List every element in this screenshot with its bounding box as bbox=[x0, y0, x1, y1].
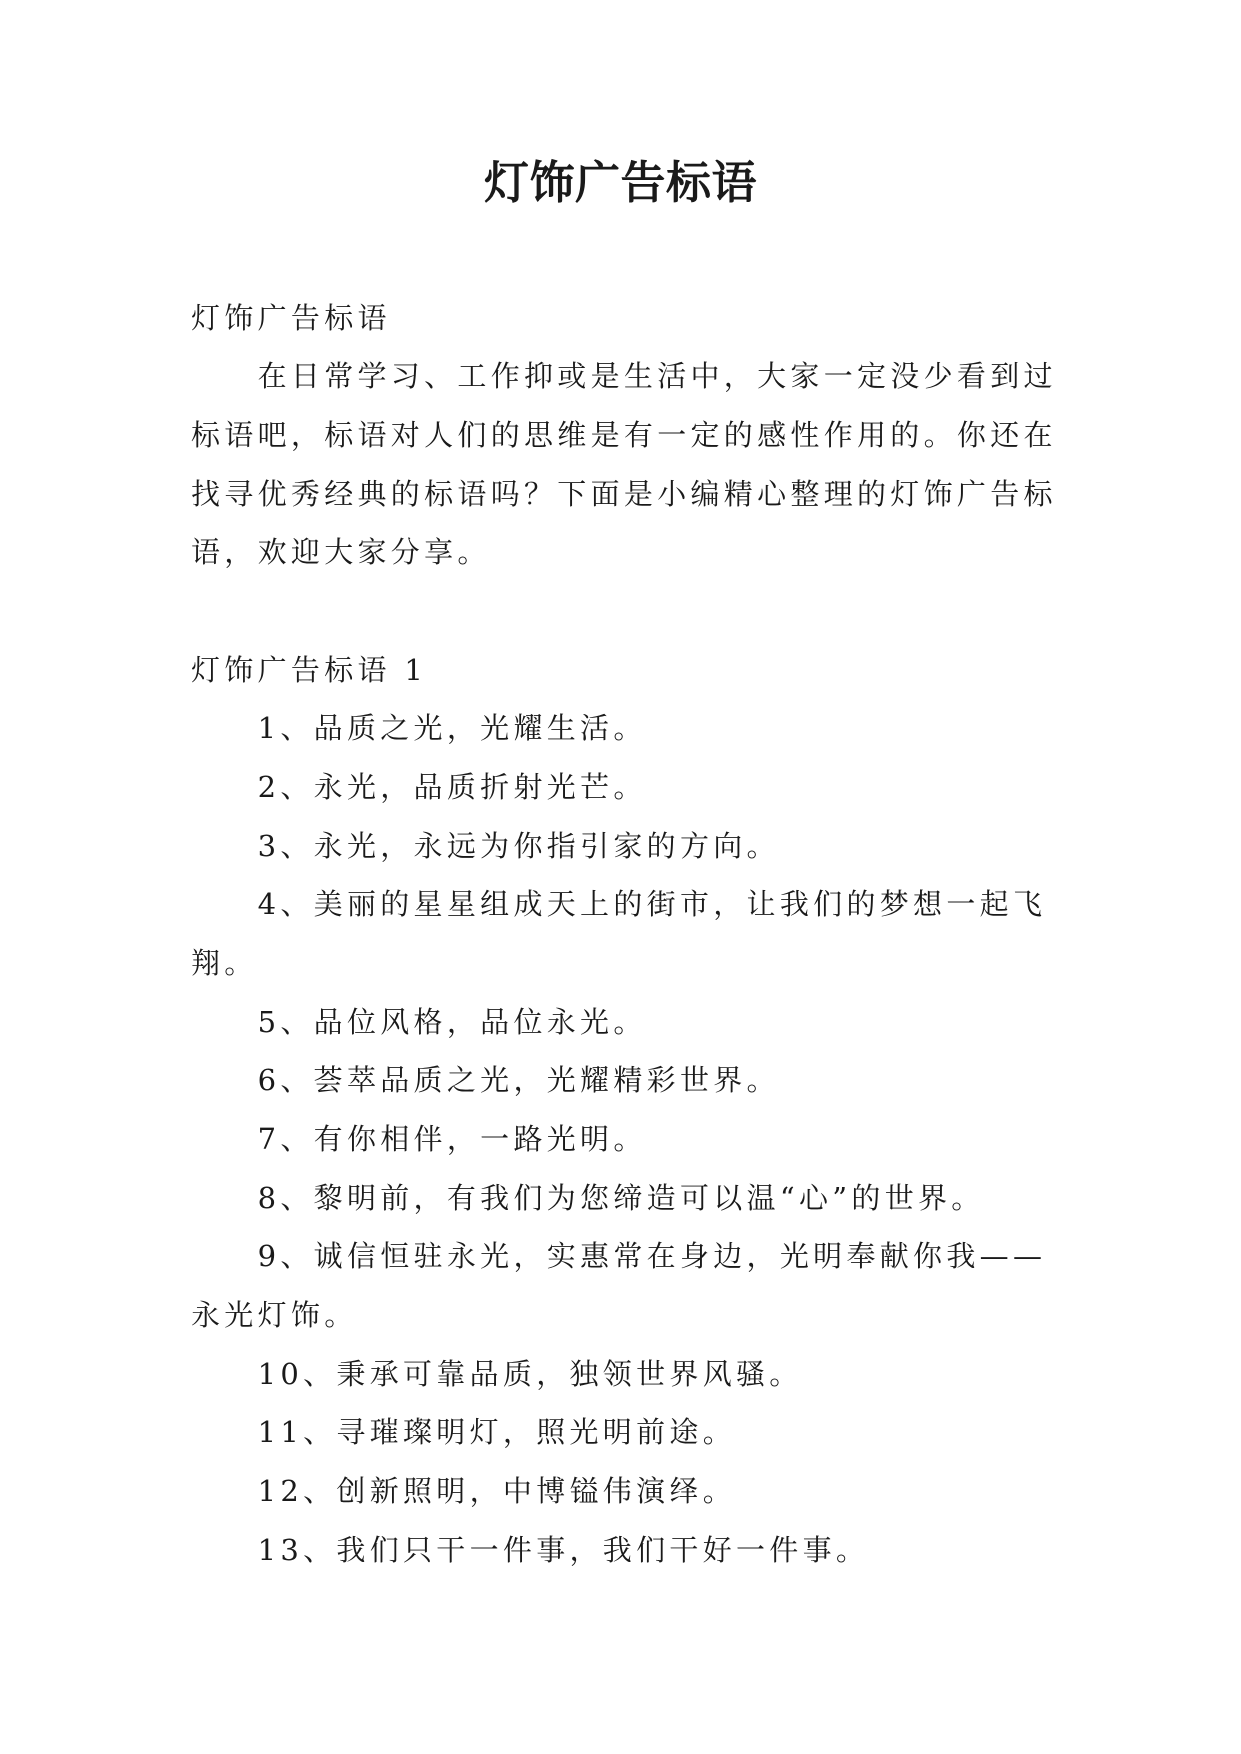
section-heading: 灯饰广告标语 1 bbox=[191, 652, 428, 687]
slogan-item: 12、创新照明，中博镒伟演绎。 bbox=[257, 1474, 736, 1509]
slogan-list bbox=[191, 699, 1063, 1579]
slogan-item: 10、秉承可靠品质，独领世界风骚。 bbox=[257, 1356, 803, 1391]
slogan-item: 7、有你相伴，一路光明。 bbox=[257, 1122, 647, 1157]
slogan-item: 1、品质之光，光耀生活。 bbox=[257, 711, 647, 746]
slogan-item: 9、诚信恒驻永光，实惠常在身边，光明奉献你我——永光灯饰。 bbox=[191, 1239, 1047, 1333]
slogan-item: 3、永光，永远为你指引家的方向。 bbox=[257, 828, 780, 863]
slogan-item: 8、黎明前，有我们为您缔造可以温“心”的世界。 bbox=[257, 1180, 985, 1215]
document-title: 灯饰广告标语 bbox=[483, 156, 757, 209]
intro-paragraph: 在日常学习、工作抑或是生活中，大家一定没少看到过标语吧，标语对人们的思维是有一定的感性作用的。你还在找寻优秀经典的标语吗？下面是小编精心整理的灯饰广告标语，欢迎大家分享。 bbox=[191, 359, 1057, 570]
slogan-item: 11、寻璀璨明灯，照光明前途。 bbox=[257, 1415, 736, 1450]
slogan-item: 5、品位风格，品位永光。 bbox=[257, 1004, 647, 1039]
slogan-item: 13、我们只干一件事，我们干好一件事。 bbox=[257, 1532, 870, 1567]
slogan-item: 4、美丽的星星组成天上的街市，让我们的梦想一起飞翔。 bbox=[191, 887, 1047, 981]
slogan-item: 2、永光，品质折射光芒。 bbox=[257, 770, 647, 805]
document-subtitle: 灯饰广告标语 bbox=[191, 300, 391, 335]
document-body bbox=[191, 289, 1063, 1580]
slogan-item: 6、荟萃品质之光，光耀精彩世界。 bbox=[257, 1063, 780, 1098]
